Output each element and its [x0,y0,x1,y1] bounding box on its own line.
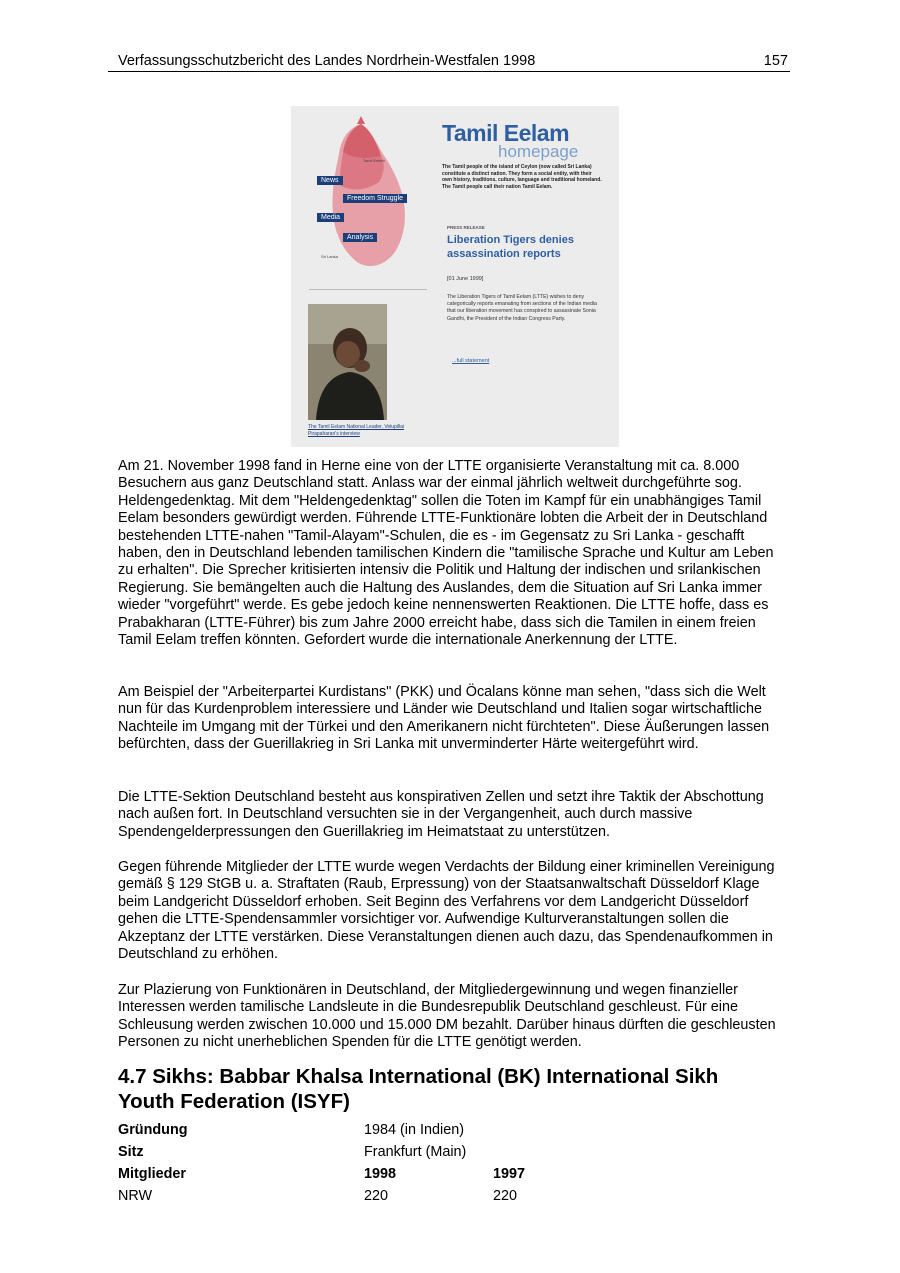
paragraph-pkk-comparison: Am Beispiel der "Arbeiterpartei Kurdistans" (PKK) und Öcalans könne man sehen, "dass sich die Welt nun für das Kurdenproblem interessiere und Länder wie Deutschland und Italien sogar wirtschaftliche Nachteile im Umgang mit der Türkei und den Amerikanern nicht fürchteten". Diese Äußerungen lassen befürchten, dass der Guerillakrieg in Sri Lanka mit unverminderter Härte weitergeführt wird. [118,684,770,753]
nav-news-button[interactable]: News [317,176,343,185]
fact-row-sitz [118,1144,778,1164]
map-label-top: Tamil Eelam [363,158,385,163]
report-title: Verfassungsschutzbericht des Landes Nordrhein-Westfalen 1998 [118,53,536,69]
fact-row-nrw [118,1188,778,1208]
sitz-label: Sitz [118,1144,144,1160]
fact-row-mitglieder [118,1166,778,1186]
website-screenshot-figure [291,106,619,447]
paragraph-schleusung: Zur Plazierung von Funktionären in Deutschland, der Mitgliedergewinnung und wegen finanzieller Interessen werden tamilische Landsleute in die Bundesrepublik Deutschland geschleust. Für eine Schleusung werden zwischen 10.000 und 15.000 DM bezahlt. Darüber hinaus dürften die geschleusten Personen zu nicht unerheblichen Spenden für die LTTE genötigt werden. [118,982,776,1051]
fact-row-gruendung [118,1122,778,1142]
site-title: Tamil Eelam [442,120,570,146]
nrw-1997-value: 220 [493,1188,518,1204]
gruendung-value: 1984 (in Indien) [364,1122,465,1138]
nav-freedom-struggle-button[interactable]: Freedom Struggle [343,194,407,203]
mitglieder-label: Mitglieder [118,1166,186,1182]
nav-media-button[interactable]: Media [317,213,344,222]
leader-photo [308,304,387,420]
press-body-text: The Liberation Tigers of Tamil Eelam (LTTE) wishes to deny categorically reports emanating from sections of the Indian media that our liberation movement has conspired to assassinate Sonia Gandhi, the President of the Indian Congress Party. [447,294,597,322]
paragraph-ltte-sektion: Die LTTE-Sektion Deutschland besteht aus konspirativen Zellen und setzt ihre Taktik der Abschottung nach außen fort. In Deutschland versuchten sie in der Vergangenheit, auch durch massive Spendengelderpressungen den Guerillakrieg im Heimatstaat zu unterstützen. [118,789,764,840]
figure-divider [309,289,427,290]
press-headline: Liberation Tigers denies assassination reports [447,234,574,260]
site-subtitle: homepage [498,142,579,161]
year-1998-header: 1998 [364,1166,397,1182]
site-intro-text: The Tamil people of the island of Ceylon (now called Sri Lanka) constitute a distinct nation. They form a social entity, with their own history, traditions, culture, language and traditional homeland. The Tamil people call their nation Tamil Eelam. [442,164,602,190]
page-header [108,51,790,72]
year-1997-header: 1997 [493,1166,526,1182]
sri-lanka-map [291,106,431,284]
map-label-bottom: Sri Lanka [321,254,338,259]
gruendung-label: Gründung [118,1122,188,1138]
nav-analysis-button[interactable]: Analysis [343,233,377,242]
press-release-label: PRESS RELEASE [447,225,485,230]
page-number: 157 [763,53,788,69]
nrw-label: NRW [118,1188,153,1204]
photo-caption-link[interactable]: The Tamil Eelam National Leader, Velupillai Pirapaharan's interview [308,424,405,437]
section-heading: 4.7 Sikhs: Babbar Khalsa International (BK) International Sikh Youth Federation (ISYF) [118,1065,719,1113]
press-date: [01 June 1999] [447,276,484,282]
person-photo-icon [308,304,387,420]
nrw-1998-value: 220 [364,1188,389,1204]
paragraph-anklage: Gegen führende Mitglieder der LTTE wurde wegen Verdachts der Bildung einer kriminellen Vereinigung gemäß § 129 StGB u. a. Straftaten (Raub, Erpressung) von der Staatsanwaltschaft Düsseldorf Klage beim Landgericht Düsseldorf erhoben. Seit Beginn des Verfahrens vor dem Landgericht Düsseldorf gehen die LTTE-Spendensammler vorsichtiger vor. Aufwendige Kulturveranstaltungen sollen die Akzeptanz der LTTE verstärken. Diese Veranstaltungen dienen auch dazu, das Spendenaufkommen in Deutschland zu erhöhen. [118,859,775,963]
sitz-value: Frankfurt (Main) [364,1144,467,1160]
full-statement-link[interactable]: ...full statement [452,358,490,364]
paragraph-heldengedenktag: Am 21. November 1998 fand in Herne eine von der LTTE organisierte Veranstaltung mit ca. 8.000 Besuchern aus ganz Deutschland statt. Anlass war der einmal jährlich weltweit durchgeführte sog. Heldengedenktag. Mit dem "Heldengedenktag" sollen die Toten im Kampf für ein unabhängiges Tamil Eelam besonders gewürdigt werden. Führende LTTE-Funktionäre lobten die Arbeit der in Deutschland bestehenden LTTE-nahen "Tamil-Alayam"-Schulen, die es - im Gegensatz zu Sri Lanka - geschafft haben, den in Deutschland lebenden tamilischen Kindern die "tamilische Sprache und Kultur am Leben zu erhalten". Die Sprecher kritisierten intensiv die Politik und Haltung der indischen und srilankischen Regierung. Sie bemängelten auch die Haltung des Auslandes, dem die Situation auf Sri Lanka immer wieder "vorgeführt" werde. Es gebe jedoch keine nennenswerten Reaktionen. Die LTTE hoffe, dass es Prabakharan (LTTE-Führer) bis zum Jahre 2000 erreicht habe, dass sich die Tamilen in einem freien Tamil Eelam treffen könnten. Gefordert wurde die internationale Anerkennung der LTTE. [118,458,774,649]
